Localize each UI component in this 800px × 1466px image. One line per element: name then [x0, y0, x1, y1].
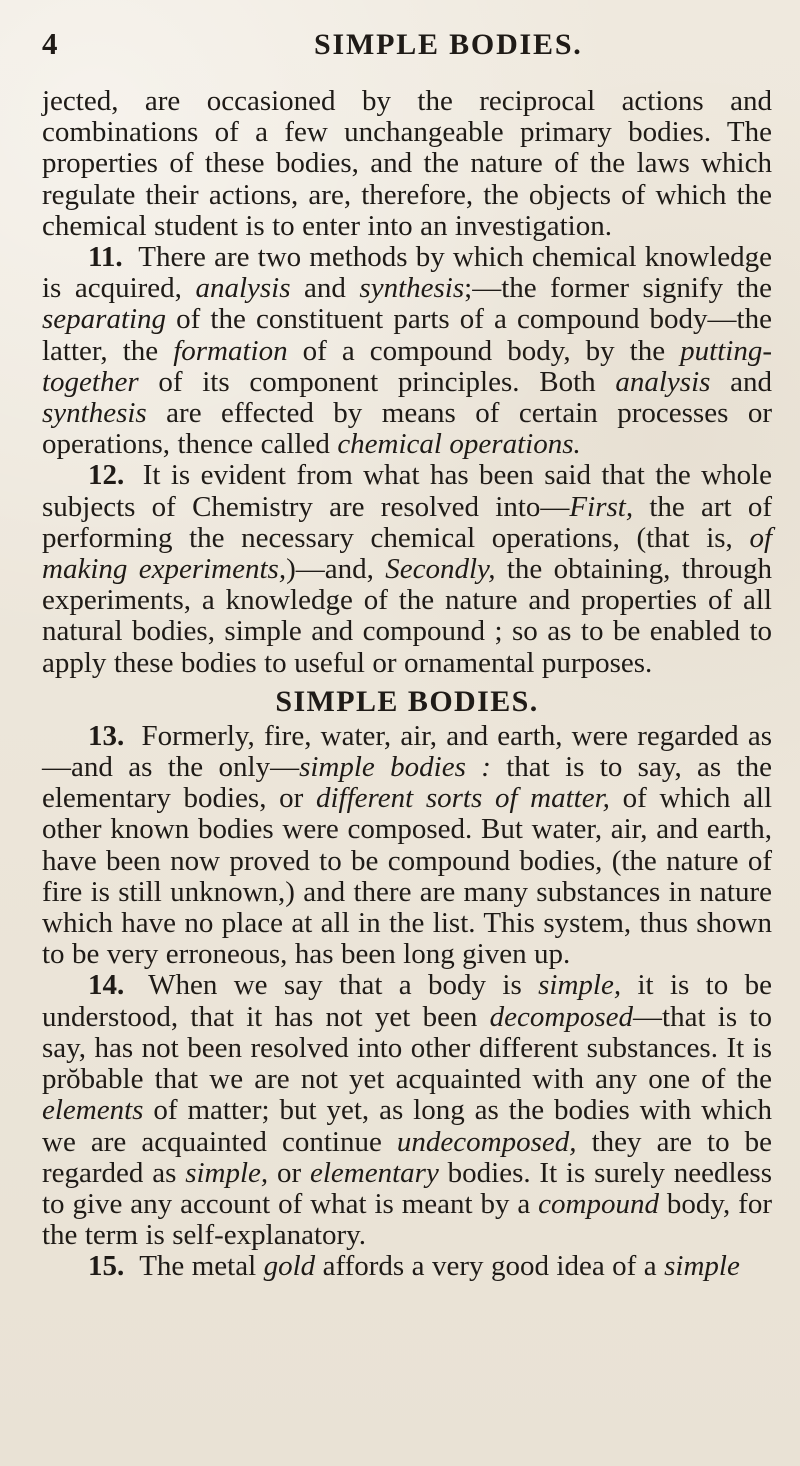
paragraph-text: —that is to say, has not been resolved into other different substances. It is prŏbable that we are not yet acquainted with any one of the: [42, 1000, 772, 1096]
paragraph-text: ;—the former signify the: [464, 272, 773, 305]
italic-term: putting-together: [42, 334, 772, 398]
paragraph-14: [42, 970, 772, 1251]
paragraph-number: 12.: [88, 459, 125, 492]
paragraph-text: of which all other known bodies were composed. But water, air, and earth, have been now proved to be compound bodies, (the nature of fire is still unknown,) and there are many substances in nature which have no place at all in the list. This system, thus shown to be very erroneous, has been long given up.: [42, 782, 772, 971]
page-header: [42, 28, 772, 72]
paragraph-text: that is to say, as the elementary bodies, or: [42, 751, 772, 815]
paragraph-text: The metal: [139, 1250, 257, 1283]
paragraph-number: 15.: [88, 1250, 125, 1283]
italic-term: chemical operations.: [337, 428, 581, 461]
paragraph-13: [42, 721, 772, 971]
italic-term: elementary: [309, 1156, 439, 1189]
paragraph-12: [42, 460, 772, 678]
italic-term: analysis: [615, 365, 711, 398]
paragraph-text: it is to be understood, that it has not yet been: [42, 969, 772, 1033]
italic-term: Secondly,: [385, 553, 496, 586]
italic-term: simple,: [185, 1156, 269, 1189]
italic-term: compound: [538, 1187, 659, 1220]
paragraph-text: the art of performing the necessary chemical operations, (that is,: [42, 490, 772, 554]
section-heading: SIMPLE BODIES.: [275, 684, 539, 718]
running-title: SIMPLE BODIES.: [314, 28, 583, 61]
page-number: 4: [42, 26, 58, 61]
italic-term: simple bodies :: [299, 751, 491, 784]
italic-term: formation: [173, 334, 288, 367]
paragraph-text: of matter; but yet, as long as the bodies with which we are acquainted continue: [42, 1094, 773, 1158]
paragraph-text: they are to be regarded as: [42, 1125, 773, 1189]
italic-term: elements: [42, 1094, 144, 1127]
italic-term: separating: [42, 303, 167, 336]
paragraph-text: There are two methods by which chemical knowledge is acquired,: [42, 241, 772, 305]
paragraph-text: of a compound body, by the: [302, 334, 666, 367]
paragraph-text: It is evident from what has been said that the whole subjects of Chemistry are resolved into—: [42, 459, 773, 523]
page-content: [42, 86, 772, 1283]
italic-term: analysis: [195, 272, 291, 305]
italic-term: different sorts of matter,: [315, 782, 610, 815]
paragraph-continued-text: jected, are occasioned by the reciprocal actions and combinations of a few unchangeable primary bodies. The properties of these bodies, and the nature of the laws which regulate their actions, are, therefore, the objects of which the chemical student is to enter into an investigation.: [42, 85, 772, 242]
paragraph-text: of its component principles. Both: [158, 365, 596, 398]
paragraph-15: [42, 1251, 772, 1282]
paragraph-text: )—and,: [286, 553, 374, 586]
italic-term: of making experiments,: [42, 521, 773, 586]
paragraph-text: are effected by means of certain processes or operations, thence called: [42, 397, 772, 461]
paragraph-text: or: [277, 1156, 302, 1189]
paragraph-text: body, for the term is self-explanatory.: [42, 1187, 772, 1252]
italic-term: synthesis: [42, 397, 147, 430]
paragraph-continued: [42, 86, 772, 242]
italic-term: simple: [664, 1250, 740, 1283]
paragraph-text: and: [304, 272, 346, 305]
italic-term: simple,: [538, 969, 622, 1002]
paragraph-text: Formerly, fire, water, air, and earth, were regarded as—and as the only—: [42, 719, 773, 784]
paragraph-number: 14.: [88, 969, 125, 1002]
italic-term: undecomposed,: [396, 1125, 577, 1158]
paragraph-11: [42, 242, 772, 460]
paragraph-number: 11.: [88, 241, 123, 274]
italic-term: First,: [569, 490, 634, 523]
italic-term: gold: [263, 1250, 316, 1283]
italic-term: decomposed: [489, 1000, 634, 1033]
paragraph-text: and: [730, 365, 773, 398]
paragraph-number: 13.: [88, 719, 125, 752]
italic-term: synthesis: [359, 272, 465, 305]
paragraph-text: bodies. It is surely needless to give any account of what is meant by a: [42, 1156, 773, 1220]
paragraph-text: the obtaining, through experiments, a knowledge of the nature and properties of all natural bodies, simple and compound ; so as to be enabled to apply these bodies to useful or ornamental purposes.: [42, 553, 772, 679]
paragraph-text: affords a very good idea of a: [322, 1250, 657, 1283]
paragraph-text: When we say that a body is: [148, 969, 522, 1002]
paragraph-text: of the constituent parts of a compound body—the latter, the: [42, 303, 772, 367]
